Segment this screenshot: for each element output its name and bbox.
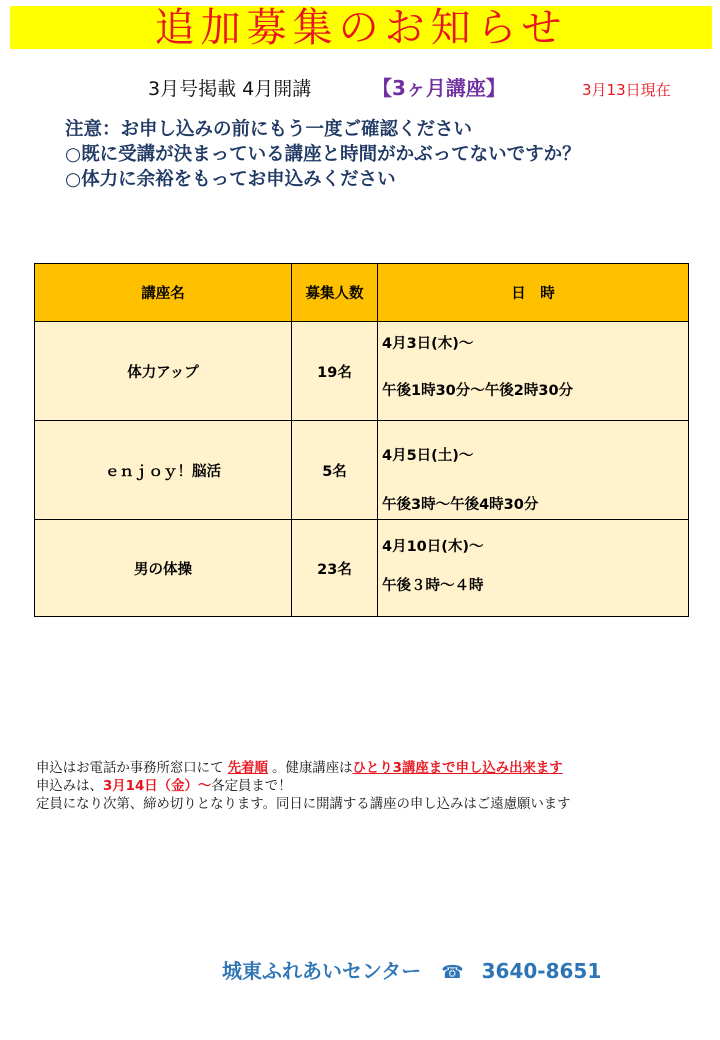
course-start-date: 4月10日(木)～	[382, 539, 484, 555]
contact-info	[222, 955, 601, 985]
course-type: 【3ヶ月講座】	[372, 76, 506, 100]
footer-line-3: 定員になり次第、締め切りとなります。同日に開講する講座の申し込みはご遠慮願います	[36, 797, 571, 812]
course-time: 午後1時30分～午後2時30分	[382, 383, 574, 399]
course-capacity: 5名	[292, 421, 378, 520]
table-row	[35, 322, 689, 421]
table-row	[35, 421, 689, 520]
as-of-date: 3月13日現在	[582, 81, 671, 99]
course-start-date: 4月5日(土)～	[382, 448, 474, 464]
course-capacity: 23名	[292, 520, 378, 617]
subtitle-line	[0, 72, 720, 102]
course-name: 男の体操	[35, 520, 292, 617]
footer-text: 申込はお電話か事務所窓口にて	[36, 761, 228, 776]
phone-icon: ☎	[441, 962, 464, 983]
title-banner	[10, 6, 712, 49]
course-name: 体力アップ	[35, 322, 292, 421]
footer-text: 申込みは、	[36, 779, 103, 794]
phone-number[interactable]: 3640-8651	[481, 959, 602, 983]
footer-text: 。健康講座は	[267, 761, 353, 776]
course-start-date: 4月3日(木)～	[382, 336, 474, 352]
course-name: ｅｎｊｏｙ！脳活	[35, 421, 292, 520]
note-schedule-conflict: ○既に受講が決まっている講座と時間がかぶってないですか？	[65, 144, 581, 165]
header-capacity: 募集人数	[292, 264, 378, 322]
application-start-date: 3月14日（金）～	[102, 779, 212, 794]
table-row	[35, 520, 689, 617]
footer-line-2	[36, 778, 716, 796]
course-capacity: 19名	[292, 322, 378, 421]
issue-line: 3月号掲載 4月開講	[148, 78, 312, 100]
course-table	[34, 263, 689, 617]
footer-line-1	[36, 760, 716, 778]
application-info	[36, 760, 716, 814]
course-time: 午後3時～午後4時30分	[382, 497, 539, 513]
course-time: 午後３時～４時	[382, 578, 484, 594]
header-datetime: 日 時	[378, 264, 689, 322]
course-datetime	[378, 322, 689, 421]
footer-text: 各定員まで！	[211, 779, 292, 794]
limit-note: ひとり3講座まで申し込み出来ます	[352, 761, 563, 776]
page-title: 追加募集のお知らせ	[154, 4, 568, 51]
course-datetime	[378, 421, 689, 520]
center-name: 城東ふれあいセンター	[222, 959, 422, 983]
course-datetime	[378, 520, 689, 617]
note-stamina: ○体力に余裕をもってお申込みください	[65, 169, 396, 190]
table-header-row	[35, 264, 689, 322]
header-course-name: 講座名	[35, 264, 292, 322]
notes-block	[65, 117, 705, 192]
first-come-note: 先着順	[227, 761, 268, 776]
note-caution: 注意：お申し込みの前にもう一度ご確認ください	[65, 119, 473, 140]
